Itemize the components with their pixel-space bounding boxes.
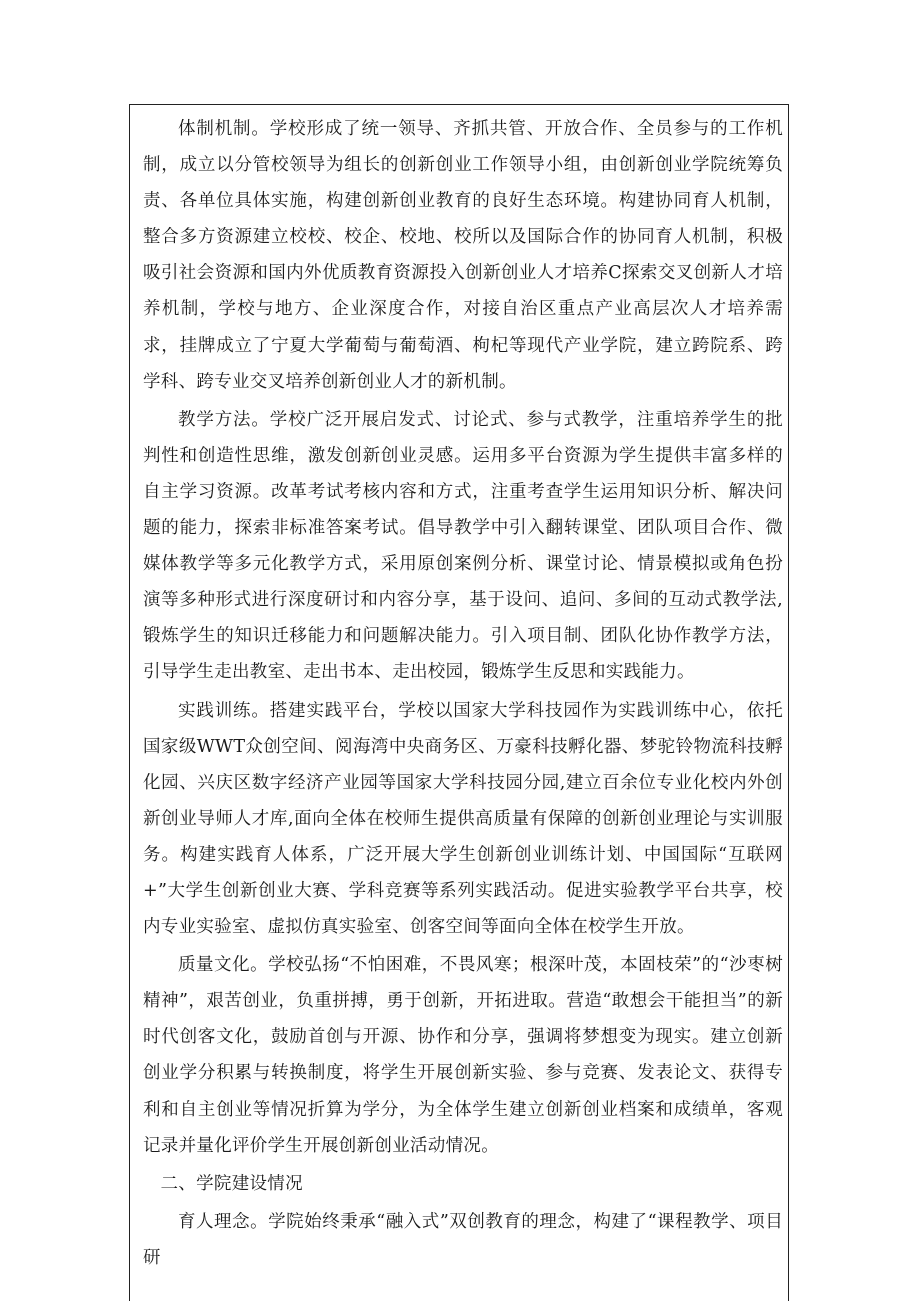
paragraph-education-philosophy: 育人理念。学院始终秉承“融入式”双创教育的理念，构建了“课程教学、项目研 xyxy=(143,1211,783,1268)
section-heading: 二、学院建设情况 xyxy=(160,1173,303,1194)
document-body xyxy=(143,111,783,1276)
paragraph-practical-training: 实践训练。搭建实践平台，学校以国家大学科技园作为实践训练中心，依托国家级WWT众创空间、阅海湾中央商务区、万豪科技孵化器、梦驼铃物流科技孵化园、兴庆区数字经济产业园等国家大学科技园分园,建立百余位专业化校内外创新创业导师人才库,面向全体在校师生提供高质量有保障的创新创业理论与实训服务。构建实践育人体系，广泛开展大学生创新创业训练计划、中国国际“互联网+”大学生创新创业大赛、学科竞赛等系列实践活动。促进实验教学平台共享，校内专业实验室、虚拟仿真实验室、创客空间等面向全体在校学生开放。 xyxy=(143,700,783,938)
paragraph-quality-culture: 质量文化。学校弘扬“不怕困难，不畏风寒；根深叶茂，本固枝荣”的“沙枣树精神”，艰苦创业，负重拼搏，勇于创新，开拓进取。营造“敢想会干能担当”的新时代创客文化，鼓励首创与开源、协作和分享，强调将梦想变为现实。建立创新创业学分积累与转换制度，将学生开展创新实验、参与竞赛、发表论文、获得专利和自主创业等情况折算为学分，为全体学生建立创新创业档案和成绩单，客观记录并量化评价学生开展创新创业活动情况。 xyxy=(143,955,783,1156)
paragraph-teaching-methods: 教学方法。学校广泛开展启发式、讨论式、参与式教学，注重培养学生的批判性和创造性思维，激发创新创业灵感。运用多平台资源为学生提供丰富多样的自主学习资源。改革考试考核内容和方式，注重考查学生运用知识分析、解决问题的能力，探索非标准答案考试。倡导教学中引入翻转课堂、团队项目合作、微媒体教学等多元化教学方式，采用原创案例分析、课堂讨论、情景模拟或角色扮演等多种形式进行深度研讨和内容分享，基于设问、追问、多间的互动式教学法,锻炼学生的知识迁移能力和问题解决能力。引入项目制、团队化协作教学方法，引导学生走出教室、走出书本、走出校园，锻炼学生反思和实践能力。 xyxy=(143,409,783,683)
paragraph-institutional-mechanism: 体制机制。学校形成了统一领导、齐抓共管、开放合作、全员参与的工作机制，成立以分管校领导为组长的创新创业工作领导小组，由创新创业学院统筹负责、各单位具体实施，构建创新创业教育的良好生态环境。构建协同育人机制，整合多方资源建立校校、校企、校地、校所以及国际合作的协同育人机制，积极吸引社会资源和国内外优质教育资源投入创新创业人才培养C探索交叉创新人才培养机制，学校与地方、企业深度合作，对接自治区重点产业高层次人才培养需求，挂牌成立了宁夏大学葡萄与葡萄酒、枸杞等现代产业学院，建立跨院系、跨学科、跨专业交叉培养创新创业人才的新机制。 xyxy=(143,119,783,392)
